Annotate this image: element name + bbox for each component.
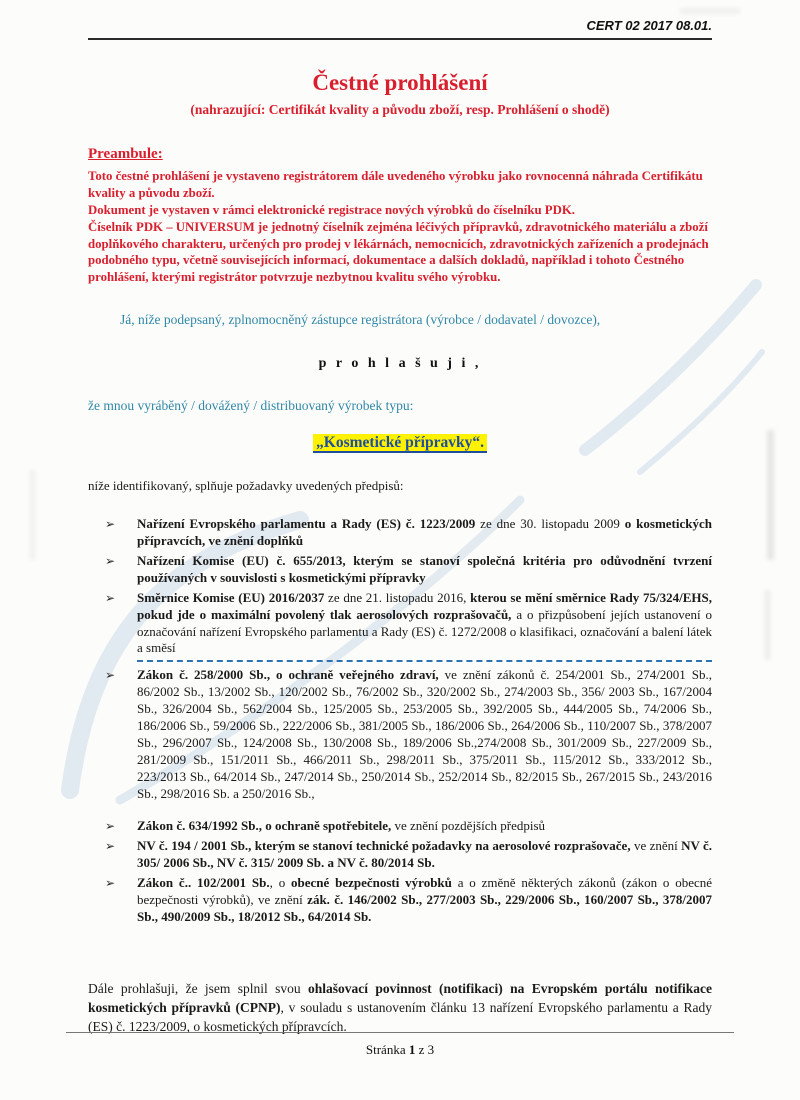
dashed-separator (137, 660, 712, 662)
scan-artifact (765, 590, 770, 660)
list-item (88, 590, 712, 658)
declaration-word: p r o h l a š u j i , (318, 356, 482, 372)
requirements-intro: níže identifikovaný, splňuje požadavky uvedených předpisů: (88, 478, 404, 494)
scan-artifact (30, 470, 35, 560)
list-item (88, 667, 712, 802)
regulation-text: Nařízení Evropského parlamentu a Rady (ES) č. 1223/2009 ze dne 30. listopadu 2009 o kosmetických přípravcích, ve znění doplňků (137, 516, 712, 549)
cert-code: CERT 02 2017 08.01. (586, 18, 712, 33)
regulation-text: Zákon č. 258/2000 Sb., o ochraně veřejného zdraví, ve znění zákonů č. 254/2001 Sb., 274/2001 Sb., 86/2002 Sb., 13/2002 Sb., 120/2002 Sb., 76/2002 Sb., 320/2002 Sb., 274/2003 Sb., 356/ 2003 Sb., 167/2004 Sb., 326/2004 Sb., 562/2004 Sb., 125/2005 Sb., 253/2005 Sb., 392/2005 Sb., 444/2005 Sb., 74/2006 Sb., 186/2006 Sb., 59/2006 Sb., 222/2006 Sb., 381/2005 Sb., 186/2006 Sb., 264/2006 Sb., 110/2007 Sb., 378/2007 Sb., 296/2007 Sb., 124/2008 Sb., 130/2008 Sb., 189/2006 Sb.,274/2008 Sb., 301/2009 Sb., 227/2009 Sb., 281/2009 Sb., 151/2011 Sb., 466/2011 Sb., 298/2011 Sb., 375/2011 Sb., 115/2012 Sb., 333/2012 Sb., 223/2013 Sb., 64/2014 Sb., 247/2014 Sb., 250/2014 Sb., 252/2014 Sb., 82/2015 Sb., 267/2015 Sb., 243/2016 Sb., 298/2016 Sb. a 250/2016 Sb., (137, 667, 712, 801)
page-footer (66, 1032, 734, 1058)
document-header (88, 18, 712, 33)
declarant-line: Já, níže podepsaný, zplnomocněný zástupce registrátora (výrobce / dodavatel / dovozce), (120, 312, 601, 328)
product-intro-line: že mnou vyráběný / dovážený / distribuovaný výrobek typu: (88, 398, 414, 414)
list-item (88, 553, 712, 587)
arrow-bullet-icon: ➢ (105, 819, 116, 834)
closing-paragraph: Dále prohlašuji, že jsem splnil svou ohlašovací povinnost (notifikaci) na Evropském portálu notifikace kosmetických přípravků (CPNP), v souladu s ustanovením článku 13 nařízení Evropského parlamentu a Rady (ES) č. 1223/2009, o kosmetických přípravcích. (88, 980, 712, 1034)
regulation-text: NV č. 194 / 2001 Sb., kterým se stanoví technické požadavky na aerosolové rozprašovače, ve znění NV č. 305/ 2006 Sb., NV č. 315/ 2009 Sb. a NV č. 80/2014 Sb. (137, 838, 713, 871)
scan-artifact (680, 8, 740, 14)
arrow-bullet-icon: ➢ (105, 668, 116, 683)
scan-artifact (767, 430, 774, 560)
list-item (88, 838, 712, 872)
arrow-bullet-icon: ➢ (105, 517, 116, 532)
regulation-text: Směrnice Komise (EU) 2016/2037 ze dne 21. listopadu 2016, kterou se mění směrnice Rady 75/324/EHS, pokud jde o maximální povolený tlak aerosolových rozprašovačů, a o přizpůsobení jejích ustanovení o označování nařízení Evropského parlamentu a Rady (ES) č. 1272/2008 o klasifikaci, označování a balení látek a směsí (137, 589, 713, 656)
regulation-text: Zákon č. 634/1992 Sb., o ochraně spotřebitele, ve znění pozdějších předpisů (137, 818, 546, 834)
arrow-bullet-icon: ➢ (105, 554, 116, 569)
regulations-list (88, 516, 712, 926)
preamble-line: Dokument je vystaven v rámci elektronické registrace nových výrobků do číselníku PDK. (88, 202, 575, 217)
regulation-text: Nařízení Komise (EU) č. 655/2013, kterým se stanoví společná kritéria pro odůvodnění tvrzení používaných v souvislosti s kosmetickými přípravky (137, 553, 712, 585)
arrow-bullet-icon: ➢ (105, 839, 116, 854)
header-rule (88, 38, 712, 40)
list-item (88, 875, 712, 926)
product-type-row (88, 434, 712, 452)
preamble-line: Toto čestné prohlášení je vystaveno registrátorem dále uvedeného výrobku jako rovnocenná náhrada Certifikátu kvality a původu zboží. (88, 169, 703, 200)
preamble-line: Číselník PDK – UNIVERSUM je jednotný číselník zejména léčivých přípravků, zdravotnického materiálu a zboží doplňkového charakteru, určených pro prodej v lékárnách, nemocnicích, zdravotnických zařízeních a prodejnách podobného typu, včetně souvisejících informací, dokumentace a dalších dokladů, například i tohoto Čestného prohlášení, kterými registrátor potvrzuje nezbytnou kvalitu svého výrobku. (88, 219, 709, 285)
arrow-bullet-icon: ➢ (105, 876, 116, 891)
document-subtitle: (nahrazující: Certifikát kvality a původu zboží, resp. Prohlášení o shodě) (190, 102, 610, 117)
product-type-highlight: „Kosmetické přípravky“. (313, 434, 487, 453)
regulation-text: Zákon č.. 102/2001 Sb., o obecné bezpečnosti výrobků a o změně některých zákonů (zákon o obecné bezpečnosti výrobků), ve znění zák. č. 146/2002 Sb., 277/2003 Sb., 229/2006 Sb., 160/2007 Sb., 378/2007 Sb., 490/2009 Sb., 18/2012 Sb., 64/2014 Sb. (137, 875, 713, 924)
document-title: Čestné prohlášení (312, 70, 488, 95)
preamble-heading: Preambule: (88, 146, 163, 162)
list-item (88, 516, 712, 550)
arrow-bullet-icon: ➢ (105, 590, 116, 605)
preamble-text (88, 168, 712, 286)
list-item (88, 818, 712, 835)
page-number: Stránka 1 z 3 (365, 1042, 435, 1057)
